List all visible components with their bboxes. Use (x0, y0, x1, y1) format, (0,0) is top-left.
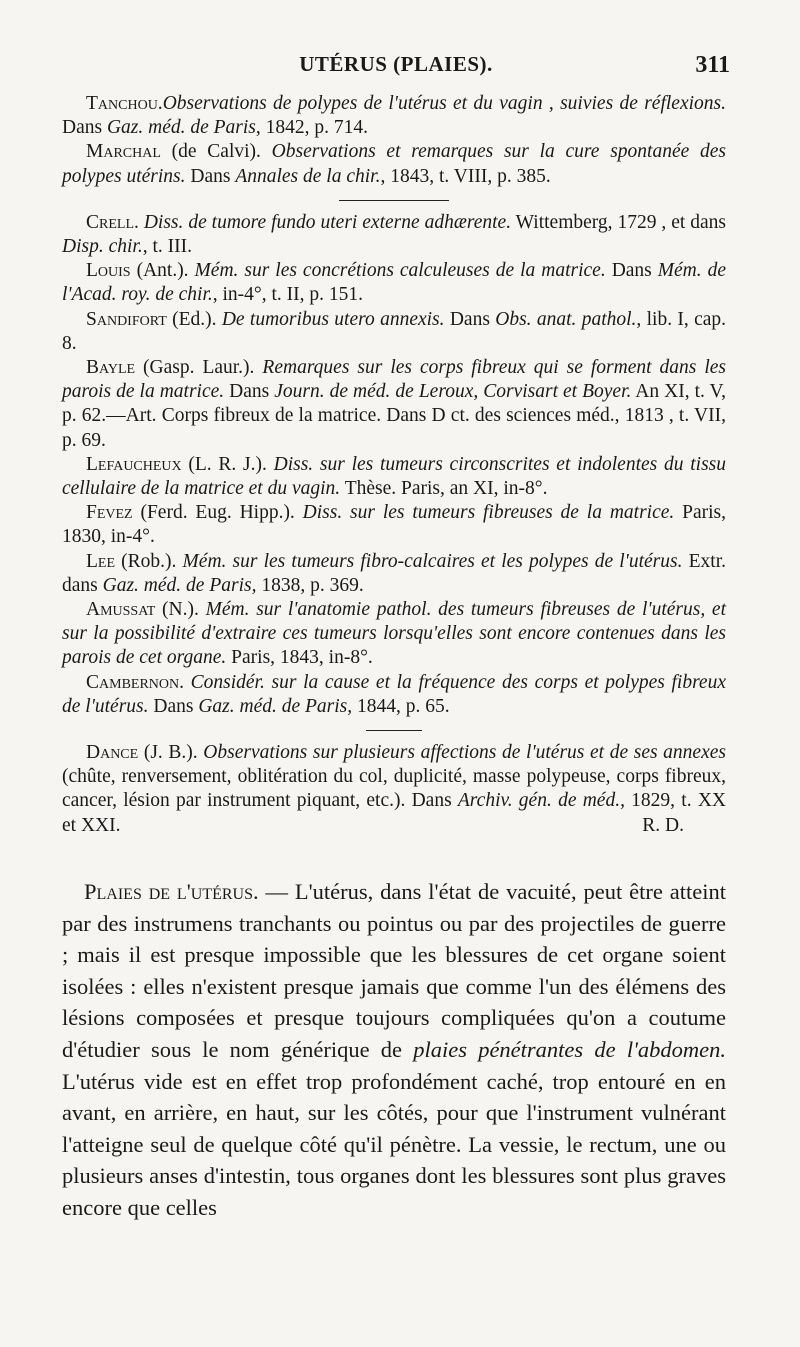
reference-text: Extr. dans (62, 550, 726, 596)
paragraph-text: L'utérus vide est en effet trop profondément caché, trop entouré en en avant, en arrière, en haut, sur les côtés, pour que l'instrument vulnérant l'atteigne seul de quelque côté qu'il pénètre. La vessie, le rectum, une ou plusieurs anses d'intestin, tous organes dont les blessures sont plus graves encore que celles (62, 1068, 726, 1220)
reference-text: , lib. I, cap. 8. (62, 308, 727, 354)
reference-title: Mém. sur l'anatomie pathol. des tumeurs fibreuses de l'utérus, et sur la possibilité d'extraire ces tumeurs lorsqu'elles sont encore contenues dans les parois de cet organe. (62, 599, 727, 669)
reference-title: Diss. sur les tumeurs circonscrites et indolentes du tissu cellulaire de la matrice et du vagin. (62, 453, 726, 500)
reference-title: Observations de polypes de l'utérus et du vagin , suivies de réflexions. (162, 93, 726, 114)
reference-text (184, 672, 191, 693)
reference-text: (Ferd. Eug. Hipp.). (132, 502, 303, 524)
italic-term: plaies pénétrantes de l'abdomen. (413, 1036, 726, 1062)
reference-author: Dance (86, 742, 139, 764)
reference-source: Archiv. gén. de méd., (457, 790, 625, 812)
reference-text: Dans (185, 165, 236, 187)
reference-text: , t. III. (142, 236, 192, 258)
reference-entry (62, 259, 726, 307)
reference-source: Gaz. méd. de Paris, (198, 695, 353, 717)
reference-text: , 1842, p. 714. (255, 117, 369, 139)
reference-entry (62, 356, 726, 453)
reference-author: Lefaucheux (86, 453, 182, 475)
page-header (62, 52, 730, 88)
reference-entry (62, 550, 726, 598)
reference-entry (62, 501, 726, 549)
reference-text: (Gasp. Laur.). (135, 357, 263, 379)
reference-text: Thèse. Paris, an XI, in-8°. (340, 478, 548, 500)
reference-source: Gaz. méd. de Paris, (102, 574, 257, 596)
reference-entry (62, 211, 726, 259)
running-title: UTÉRUS (PLAIES). (299, 52, 493, 76)
reference-entry (62, 308, 726, 356)
reference-text: An XI, t. V, p. 62.—Art. Corps fibreux de la matrice. Dans D ct. des sciences méd., 1813 , t. VII, p. 69. (62, 381, 727, 451)
reference-source: Obs. anat. pathol. (495, 308, 637, 330)
reference-text: Paris, 1843, in-8°. (226, 647, 373, 669)
reference-text: Dans (224, 381, 275, 403)
reference-text: Dans (62, 117, 107, 139)
reference-entry (62, 140, 726, 188)
author-signature: R. D. (642, 814, 684, 836)
paragraph-text: — L'utérus, dans l'état de vacuité, peut être atteint par des instrumens tranchants ou pointus ou par des projectiles de guerre ; mais il est presque impossible que les blessures de cet organe soient isolées : elles n'existent presque jamais que comme l'un des élémens des lésions composées et presque toujours compliquées qu'on a coutume d'étudier sous le nom générique de (62, 879, 726, 1062)
reference-author: Sandifort (86, 308, 167, 330)
bibliography-group-3 (62, 741, 726, 838)
main-text (62, 876, 726, 1224)
reference-text: , in-4°, t. II, p. 151. (212, 284, 364, 306)
reference-title: Mém. sur les tumeurs fibro-calcaires et les polypes de l'utérus. (182, 550, 683, 572)
reference-author: Amussat (86, 599, 156, 621)
reference-text: Dans (605, 260, 658, 282)
bibliography-group-2 (62, 211, 726, 719)
reference-source: Mém. de l'Acad. roy. de chir. (62, 260, 727, 306)
bibliography (62, 92, 726, 838)
reference-author: Cambernon. (86, 671, 184, 693)
reference-source: Gaz. méd. de Paris (106, 117, 256, 139)
reference-author: Tanchou. (86, 93, 163, 114)
reference-text: Wittemberg, 1729 , et dans (511, 211, 727, 233)
reference-text: Dans (148, 695, 199, 717)
paragraph (62, 876, 726, 1224)
reference-text: (chûte, renversement, oblitération du col, duplicité, masse polypeuse, corps fibreux, cancer, lésion par instrument piquant, etc.). Dans (62, 766, 726, 812)
reference-entry (62, 598, 726, 671)
reference-text: (Rob.). (115, 550, 183, 572)
reference-text: (de Calvi). (160, 141, 272, 163)
reference-author: Lee (86, 550, 116, 572)
separator-rule (339, 200, 449, 201)
reference-source: Annales de la chir. (235, 165, 381, 187)
reference-author: Louis (86, 260, 131, 282)
reference-source: Journ. de méd. de Leroux, Corvisart et Boyer. (274, 381, 632, 403)
reference-text: (J. B.). (138, 742, 204, 764)
reference-entry (62, 453, 726, 501)
reference-text: 1838, p. 369. (256, 574, 364, 596)
reference-title: Remarques sur les corps fibreux qui se forment dans les parois de la matrice. (62, 357, 726, 403)
reference-title: Observations sur plusieurs affections de l'utérus et de ses annexes (203, 742, 726, 764)
reference-title: Diss. sur les tumeurs fibreuses de la matrice. (302, 502, 675, 524)
section-lead: Plaies de l'utérus. (84, 879, 259, 904)
reference-text: (Ant.). (130, 260, 195, 282)
reference-title: Observations et remarques sur la cure spontanée des polypes utérins. (62, 141, 727, 187)
reference-source: Disp. chir. (62, 236, 143, 258)
bibliography-group-1 (62, 92, 726, 189)
reference-author: Fevez (86, 502, 133, 524)
reference-author: Crell. (86, 211, 139, 233)
reference-text: , 1843, t. VIII, p. 385. (380, 165, 551, 187)
reference-title: Considér. sur la cause et la fréquence des corps et polypes fibreux de l'utérus. (62, 671, 726, 717)
reference-text: Paris, 1830, in-4°. (62, 502, 726, 548)
reference-author: Bayle (86, 357, 136, 379)
reference-entry (62, 741, 726, 838)
reference-text: (N.). (155, 599, 206, 621)
reference-author: Marchal (86, 141, 161, 163)
reference-text: (L. R. J.). (181, 453, 274, 475)
reference-text: Dans (444, 308, 496, 330)
reference-text: 1844, p. 65. (352, 695, 450, 717)
reference-title: Mém. sur les concrétions calculeuses de la matrice. (194, 260, 606, 282)
reference-text: 1829, t. XX et XXI. (62, 790, 726, 836)
reference-entry (62, 671, 726, 719)
page-number: 311 (695, 52, 730, 78)
reference-title: De tumoribus utero annexis. (221, 308, 445, 330)
reference-text: (Ed.). (166, 308, 222, 330)
reference-title: Diss. de tumore fundo uteri externe adhærente. (143, 211, 512, 233)
separator-rule (366, 730, 422, 731)
reference-entry (62, 92, 726, 140)
